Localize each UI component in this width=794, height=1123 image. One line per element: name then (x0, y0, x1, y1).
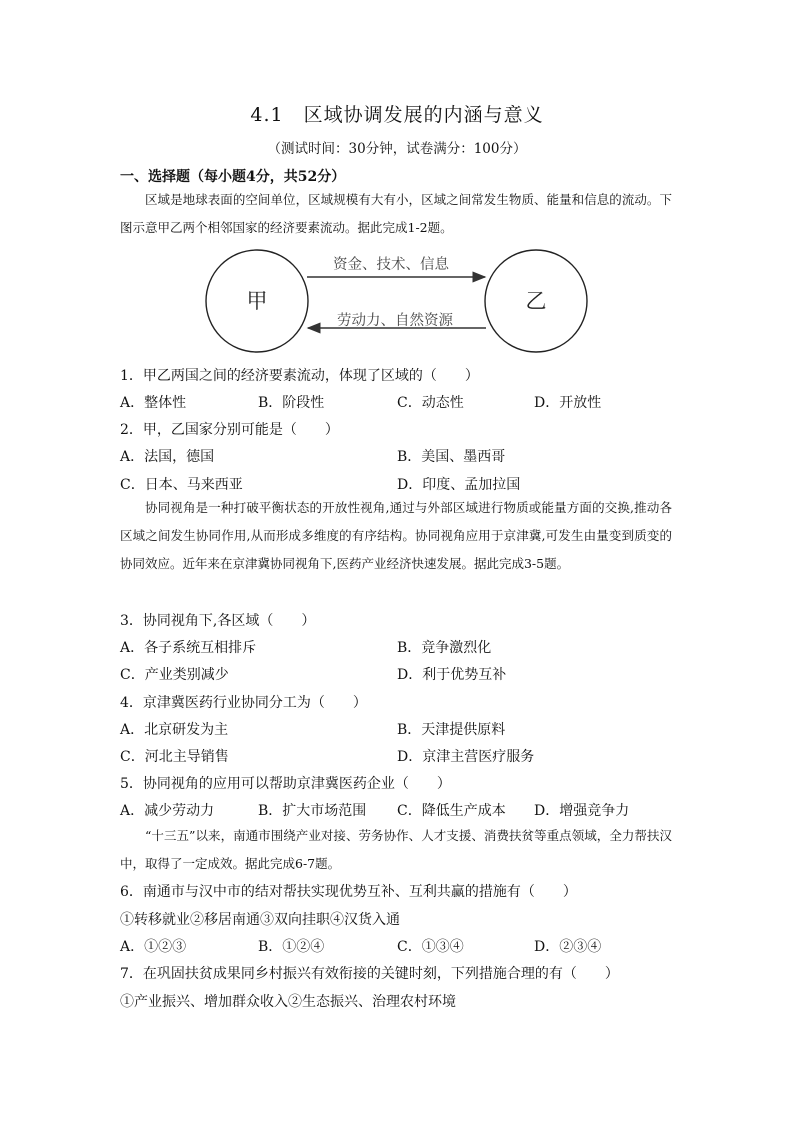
q6-option-c[interactable]: C．①③④ (397, 939, 464, 955)
q5-option-c[interactable]: C．降低生产成本 (397, 803, 506, 819)
passage-2: 协同视角是一种打破平衡状态的开放性视角,通过与外部区域进行物质或能量方面的交换,推动各区域之间发生协同作用,从而形成多维度的有序结构。协同视角应用于京津冀,可发生由量变到质变的协同效应。近年来在京津冀协同视角下,医药产业经济快速发展。据此完成3-5题。 (120, 500, 672, 571)
q6-option-a[interactable]: A．①②③ (120, 939, 187, 955)
question-3-options-row1 (120, 637, 680, 659)
q5-option-a[interactable]: A．减少劳动力 (120, 803, 215, 819)
question-6-items: ①转移就业②移居南通③双向挂职④汉货入通 (120, 912, 400, 928)
q3-option-a[interactable]: A．各子系统互相排斥 (120, 640, 257, 656)
q5-option-b[interactable]: B．扩大市场范围 (258, 803, 367, 819)
question-2-stem: 2．甲，乙国家分别可能是（ ） (120, 422, 339, 438)
q1-option-b[interactable]: B．阶段性 (258, 395, 325, 411)
question-2-options-row1 (120, 446, 680, 468)
q2-option-a[interactable]: A．法国，德国 (120, 449, 215, 465)
q6-option-d[interactable]: D．②③④ (534, 939, 602, 955)
q3-option-b[interactable]: B．竞争激烈化 (397, 640, 492, 656)
question-1-options (120, 392, 680, 414)
question-4-stem: 4．京津冀医药行业协同分工为（ ） (120, 695, 367, 711)
question-6-stem: 6．南通市与汉中市的结对帮扶实现优势互补、互利共赢的措施有（ ） (120, 884, 577, 900)
left-node-label: 甲 (246, 289, 268, 313)
right-node-label: 乙 (525, 289, 547, 313)
q6-option-b[interactable]: B．①②④ (258, 939, 325, 955)
question-6-options (120, 936, 680, 958)
section-heading: 一、选择题（每小题4分，共52分） (120, 169, 346, 185)
q1-option-c[interactable]: C．动态性 (397, 395, 464, 411)
flow-diagram (203, 248, 595, 374)
q4-option-a[interactable]: A．北京研发为主 (120, 722, 229, 738)
question-5-options (120, 800, 680, 822)
question-7-items: ①产业振兴、增加群众收入②生态振兴、治理农村环境 (120, 994, 456, 1010)
q4-option-b[interactable]: B．天津提供原料 (397, 722, 506, 738)
question-3-options-row2 (120, 664, 680, 686)
q2-option-c[interactable]: C．日本、马来西亚 (120, 477, 243, 493)
top-flow-label: 资金、技术、信息 (333, 257, 449, 273)
question-1-stem: 1．甲乙两国之间的经济要素流动，体现了区域的（ ） (120, 368, 479, 384)
q2-option-d[interactable]: D．印度、孟加拉国 (397, 477, 521, 493)
question-7-stem: 7．在巩固扶贫成果同乡村振兴有效衔接的关键时刻，下列措施合理的有（ ） (120, 966, 619, 982)
question-2-options-row2 (120, 474, 680, 496)
passage-1: 区域是地球表面的空间单位，区域规模有大有小，区域之间常发生物质、能量和信息的流动。下图示意甲乙两个相邻国家的经济要素流动。据此完成1-2题。 (120, 192, 672, 235)
q4-option-d[interactable]: D．京津主营医疗服务 (397, 749, 535, 765)
page-subtitle: （测试时间：30分钟，试卷满分：100分） (267, 141, 527, 157)
question-3-stem: 3．协同视角下,各区域（ ） (120, 613, 316, 629)
q3-option-c[interactable]: C．产业类别减少 (120, 667, 229, 683)
q1-option-d[interactable]: D．开放性 (534, 395, 602, 411)
bottom-flow-label: 劳动力、自然资源 (337, 313, 453, 329)
q2-option-b[interactable]: B．美国、墨西哥 (397, 449, 506, 465)
question-5-stem: 5．协同视角的应用可以帮助京津冀医药企业（ ） (120, 776, 451, 792)
q3-option-d[interactable]: D．利于优势互补 (397, 667, 507, 683)
question-4-options-row2 (120, 746, 680, 768)
question-4-options-row1 (120, 719, 680, 741)
passage-3: “十三五”以来，南通市围绕产业对接、劳务协作、人才支援、消费扶贫等重点领域，全力帮扶汉中，取得了一定成效。据此完成6-7题。 (120, 828, 672, 871)
page-title: 4.1 区域协调发展的内涵与意义 (250, 104, 544, 126)
q5-option-d[interactable]: D．增强竞争力 (534, 803, 630, 819)
q4-option-c[interactable]: C．河北主导销售 (120, 749, 229, 765)
q1-option-a[interactable]: A．整体性 (120, 395, 187, 411)
